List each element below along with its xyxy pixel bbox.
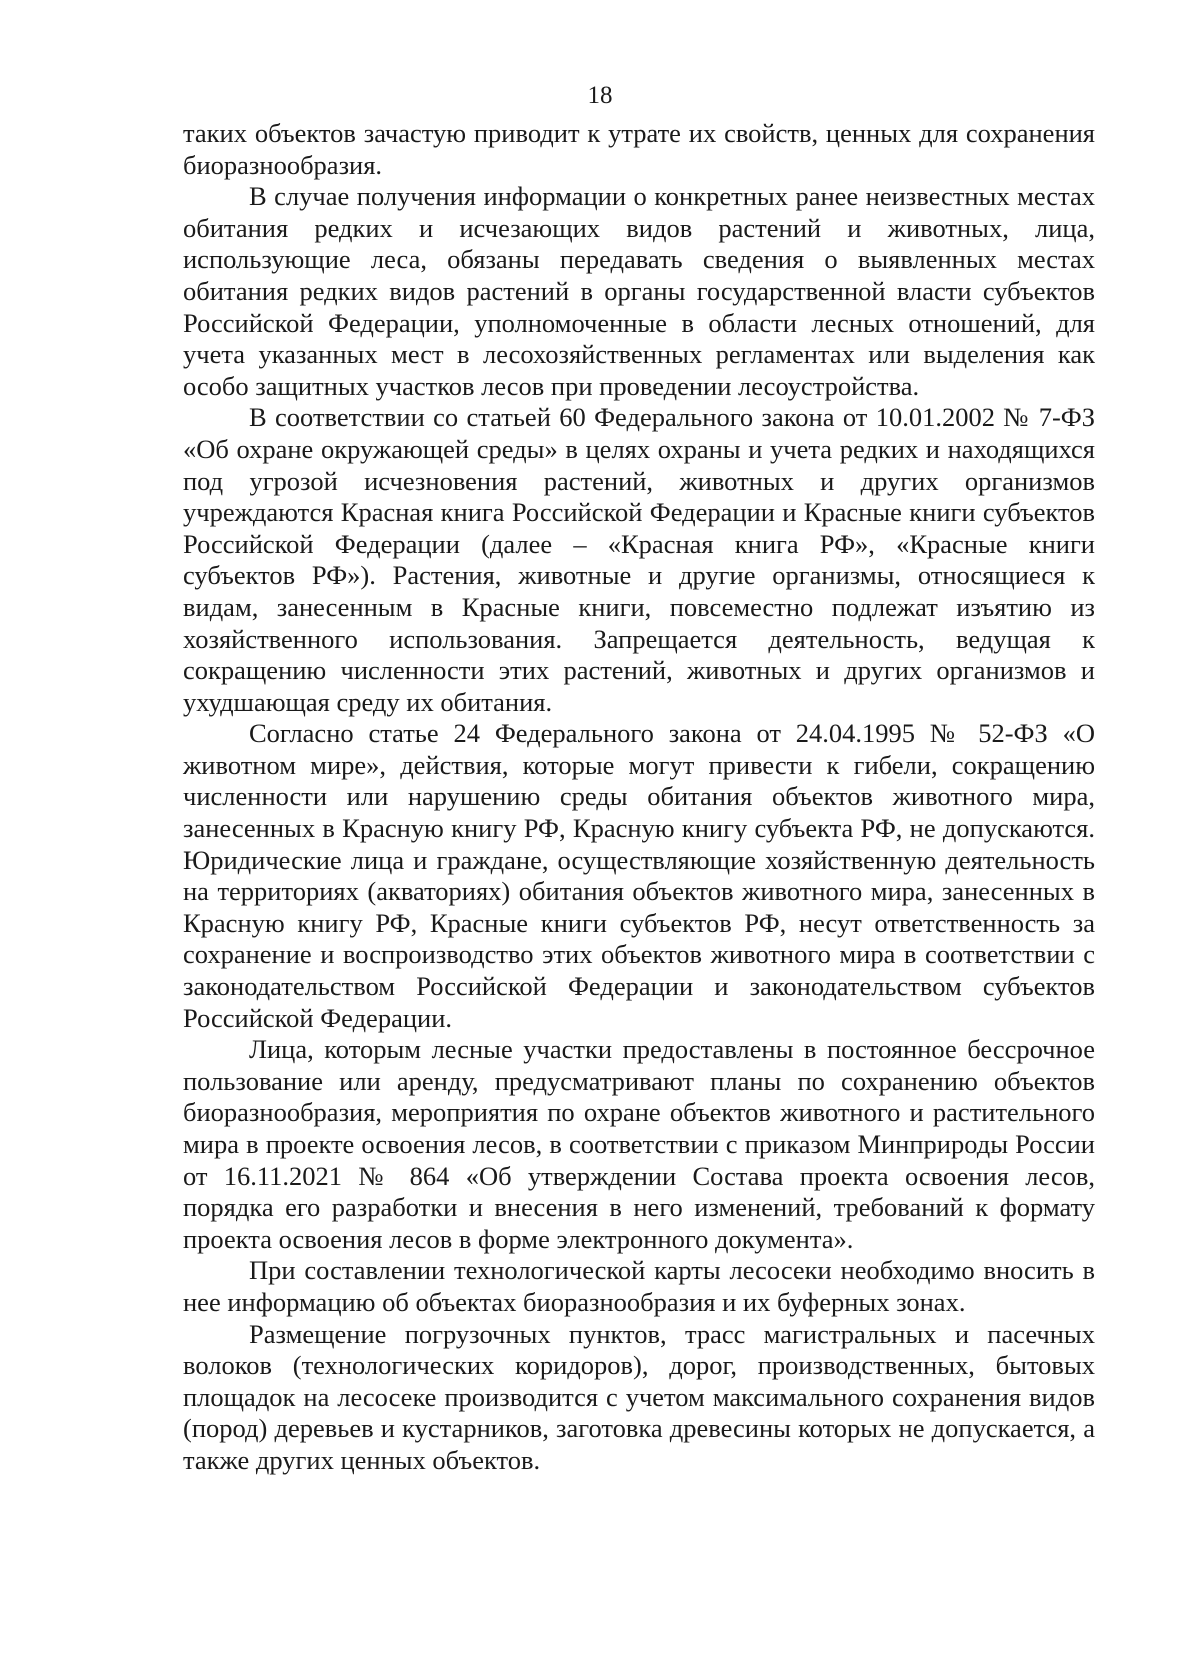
paragraph-continuation: таких объектов зачастую приводит к утрате их свойств, ценных для сохранения биоразнообразия.: [183, 118, 1095, 180]
paragraph-loading-points-placement: Размещение погрузочных пунктов, трасс магистральных и пасечных волоков (технологических коридоров), дорог, производственных, бытовых площадок на лесосеке производится с учетом максимального сохранения видов (пород) деревьев и кустарников, заготовка древесины которых не допускается, а также других ценных объектов.: [183, 1318, 1095, 1475]
page-number: 18: [587, 82, 613, 109]
paragraph-red-book-article-60: В соответствии со статьей 60 Федерального закона от 10.01.2002 № 7-ФЗ «Об охране окружающей среды» в целях охраны и учета редких и находящихся под угрозой исчезновения растений, животных и других организмов учреждаются Красная книга Российской Федерации и Красные книги субъектов Российской Федерации (далее – «Красная книга РФ», «Красные книги субъектов РФ»). Растения, животные и другие организмы, относящиеся к видам, занесенным в Красные книги, повсеместно подлежат изъятию из хозяйственного использования. Запрещается деятельность, ведущая к сокращению численности этих растений, животных и других организмов и ухудшающая среду их обитания.: [183, 402, 1095, 717]
paragraph-rare-species-reporting: В случае получения информации о конкретных ранее неизвестных местах обитания редких и исчезающих видов растений и животных, лица, использующие леса, обязаны передавать сведения о выявленных местах обитания редких видов растений в органы государственной власти субъектов Российской Федерации, уполномоченные в области лесных отношений, для учета указанных мест в лесохозяйственных регламентах или выделения как особо защитных участков лесов при проведении лесоустройства.: [183, 181, 1095, 401]
paragraph-technological-map: При составлении технологической карты лесосеки необходимо вносить в нее информацию об объектах биоразнообразия и их буферных зонах.: [183, 1255, 1095, 1317]
document-body: [183, 118, 1095, 1477]
paragraph-animal-world-article-24: Согласно статье 24 Федерального закона от 24.04.1995 № 52-ФЗ «О животном мире», действия, которые могут привести к гибели, сокращению численности или нарушению среды обитания объектов животного мира, занесенных в Красную книгу РФ, Красную книгу субъекта РФ, не допускаются. Юридические лица и граждане, осуществляющие хозяйственную деятельность на территориях (акваториях) обитания объектов животного мира, занесенных в Красную книгу РФ, Красные книги субъектов РФ, несут ответственность за сохранение и воспроизводство этих объектов животного мира в соответствии с законодательством Российской Федерации и законодательством субъектов Российской Федерации.: [183, 718, 1095, 1033]
paragraph-forest-development-project: Лица, которым лесные участки предоставлены в постоянное бессрочное пользование или аренду, предусматривают планы по сохранению объектов биоразнообразия, мероприятия по охране объектов животного и растительного мира в проекте освоения лесов, в соответствии с приказом Минприроды России от 16.11.2021 № 864 «Об утверждении Состава проекта освоения лесов, порядка его разработки и внесения в него изменений, требований к формату проекта освоения лесов в форме электронного документа».: [183, 1034, 1095, 1254]
